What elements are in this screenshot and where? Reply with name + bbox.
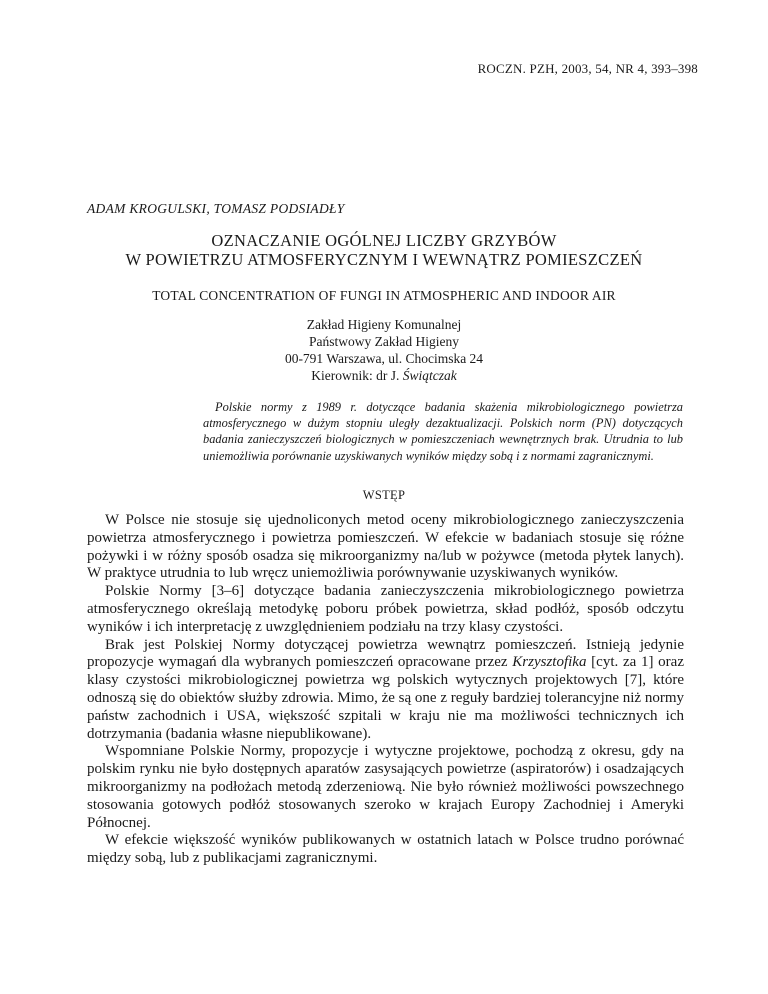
paragraph-3-part-a: Brak jest Polskiej Normy dotyczącej powietrza wewnątrz pomieszczeń. Istnieją jedynie propozycje wymagań dla wybranych pomieszczeń opracowane przez — [87, 636, 684, 671]
title-polish — [0, 231, 768, 269]
journal-reference: ROCZN. PZH, 2003, 54, NR 4, 393–398 — [477, 61, 698, 76]
paragraph-2: Polskie Normy [3–6] dotyczące badania zanieczyszczenia mikrobiologicznego powietrza atmosferycznego określają metodykę poboru próbek powietrza, skład podłóż, sposób odczytu wyników i ich interpretację z uwzględnieniem podziału na trzy klasy czystości. — [87, 583, 684, 635]
authors-line: ADAM KROGULSKI, TOMASZ PODSIADŁY — [87, 201, 345, 216]
section-heading-intro: WSTĘP — [362, 488, 406, 502]
affiliation-head-name: Świątczak — [402, 368, 457, 383]
affiliation-head — [0, 367, 768, 384]
paragraph-1: W Polsce nie stosuje się ujednoliconych metod oceny mikrobiologicznego zanieczyszczenia powietrza atmosferycznego i powietrza pomieszczeń. W efekcie w badaniach stosuje się różne pożywki i w różny sposób osadza się mikroorganizmy na/lub w pożywce (metoda płytek lanych). W praktyce utrudnia to lub wręcz uniemożliwia porównywanie uzyskiwanych wyników. — [87, 512, 684, 582]
affiliation-department: Zakład Higieny Komunalnej — [306, 317, 462, 332]
affiliation-head-prefix: Kierownik: dr J. — [311, 368, 403, 383]
affiliation-institute: Państwowy Zakład Higieny — [309, 334, 459, 349]
title-english: TOTAL CONCENTRATION OF FUNGI IN ATMOSPHERIC AND INDOOR AIR — [152, 288, 616, 303]
paragraph-3 — [87, 637, 684, 744]
paragraph-4: Wspomniane Polskie Normy, propozycje i wytyczne projektowe, pochodzą z okresu, gdy na polskim rynku nie było dostępnych aparatów zasysających powietrze (aspiratorów) i osadzających mikroorganizmy na podłożach metodą zderzeniową. Nie było również możliwości powszechnego stosowania gotowych podłóż stosowanych szeroko w krajach Europy Zachodniej i Ameryki Północnej. — [87, 743, 684, 831]
paragraph-3-part-b: [cyt. za 1] oraz klasy czystości mikrobiologicznej powietrza wg polskich wytycznych projektowych [7], które odnoszą się do obiektów służby zdrowia. Mimo, że są one z reguły bardziej tolerancyjne niż normy państw zachodnich i USA, większość szpitali w kraju nie ma możliwości technicznych ich dotrzymania (badania własne niepublikowane). — [87, 654, 684, 742]
paragraph-5: W efekcie większość wyników publikowanych w ostatnich latach w Polsce trudno porównać między sobą, lub z publikacjami zagranicznymi. — [87, 832, 684, 867]
title-polish-line-1: OZNACZANIE OGÓLNEJ LICZBY GRZYBÓW — [211, 231, 557, 250]
affiliation-block — [0, 316, 768, 384]
abstract: Polskie normy z 1989 r. dotyczące badania skażenia mikrobiologicznego powietrza atmosferycznego w dużym stopniu uległy dezaktualizacji. Polskich norm (PN) dotyczących badania zanieczyszczeń biologicznych w pomieszczeniach wewnętrznych brak. Utrudnia to lub uniemożliwia porównanie uzyskiwanych wyników między sobą i z normami zagranicznymi. — [203, 400, 683, 463]
body-text — [87, 512, 684, 868]
affiliation-address: 00-791 Warszawa, ul. Chocimska 24 — [284, 351, 484, 366]
paragraph-3-cited-author: Krzysztofika — [512, 654, 587, 671]
title-polish-line-2: W POWIETRZU ATMOSFERYCZNYM I WEWNĄTRZ POMIESZCZEŃ — [125, 250, 643, 269]
